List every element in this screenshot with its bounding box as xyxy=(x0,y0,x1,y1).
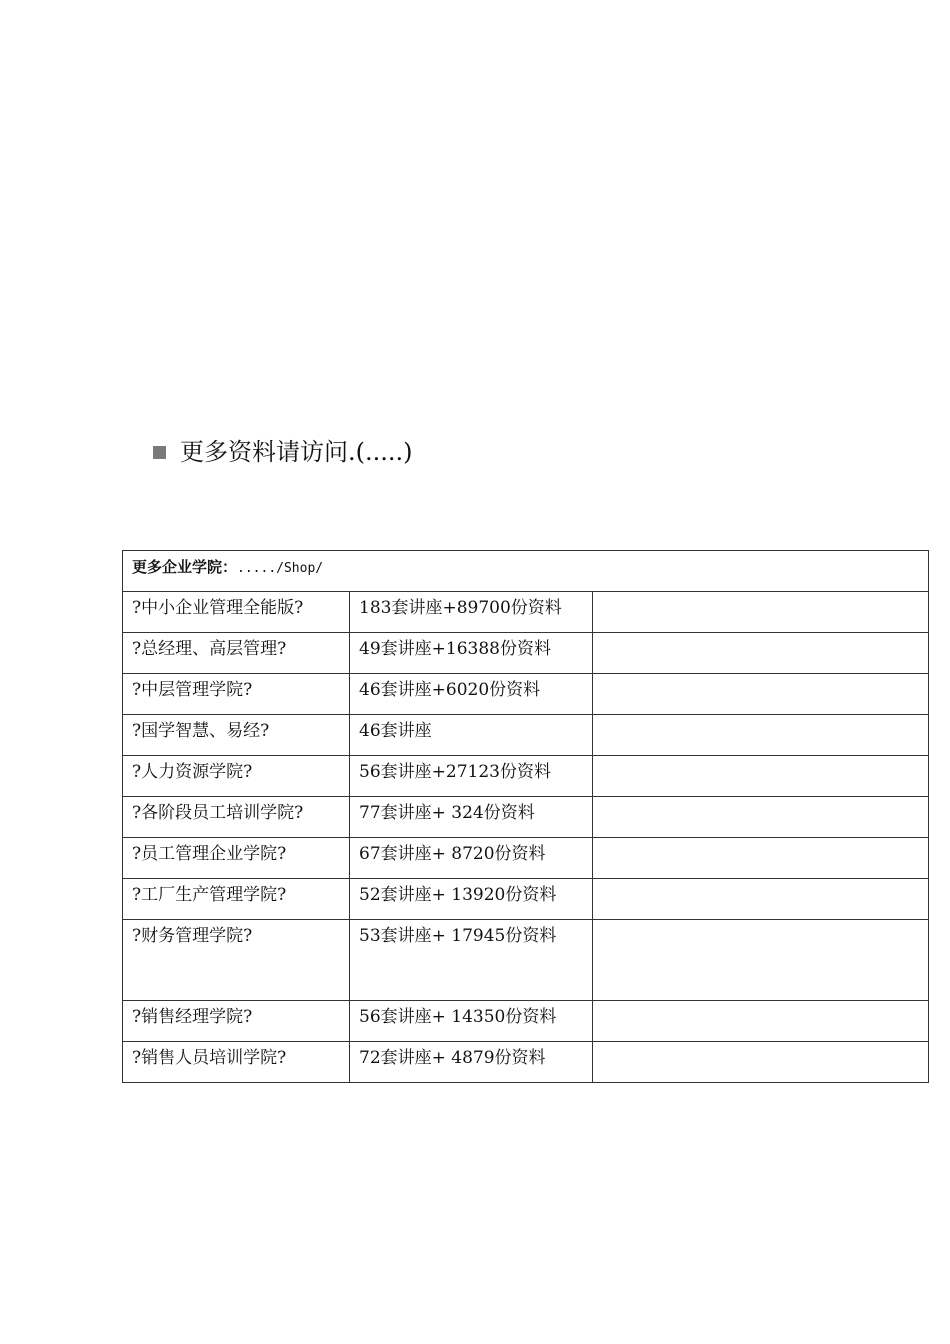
college-name-cell: ?销售人员培训学院? xyxy=(123,1042,350,1083)
table-header-row xyxy=(123,551,929,592)
college-name-cell: ?人力资源学院? xyxy=(123,756,350,797)
table-row xyxy=(123,756,929,797)
college-detail-cell: 77套讲座+ 324份资料 xyxy=(350,797,593,838)
college-detail-cell: 67套讲座+ 8720份资料 xyxy=(350,838,593,879)
college-name-cell: ?各阶段员工培训学院? xyxy=(123,797,350,838)
college-detail-cell: 72套讲座+ 4879份资料 xyxy=(350,1042,593,1083)
empty-cell xyxy=(593,674,929,715)
college-detail-cell: 46套讲座+6020份资料 xyxy=(350,674,593,715)
college-name-cell: ?销售经理学院? xyxy=(123,1001,350,1042)
table-row xyxy=(123,633,929,674)
empty-cell xyxy=(593,633,929,674)
table-row xyxy=(123,838,929,879)
college-detail-cell: 53套讲座+ 17945份资料 xyxy=(350,920,593,1001)
college-detail-cell: 49套讲座+16388份资料 xyxy=(350,633,593,674)
college-detail-cell: 183套讲座+89700份资料 xyxy=(350,592,593,633)
college-name-cell: ?总经理、高层管理? xyxy=(123,633,350,674)
more-resources-notice xyxy=(153,434,413,470)
empty-cell xyxy=(593,1042,929,1083)
empty-cell xyxy=(593,715,929,756)
college-name-cell: ?中层管理学院? xyxy=(123,674,350,715)
college-name-cell: ?中小企业管理全能版? xyxy=(123,592,350,633)
college-detail-cell: 56套讲座+27123份资料 xyxy=(350,756,593,797)
college-detail-cell: 56套讲座+ 14350份资料 xyxy=(350,1001,593,1042)
college-name-cell: ?国学智慧、易经? xyxy=(123,715,350,756)
table-row xyxy=(123,879,929,920)
table-row xyxy=(123,715,929,756)
shop-link[interactable]: ...../Shop/ xyxy=(237,561,324,576)
college-detail-cell: 52套讲座+ 13920份资料 xyxy=(350,879,593,920)
notice-text: 更多资料请访问.(.....) xyxy=(180,438,413,466)
table-row xyxy=(123,674,929,715)
college-detail-cell: 46套讲座 xyxy=(350,715,593,756)
empty-cell xyxy=(593,920,929,1001)
table-row xyxy=(123,920,929,1001)
table-header-cell xyxy=(123,551,929,592)
college-name-cell: ?工厂生产管理学院? xyxy=(123,879,350,920)
table-row xyxy=(123,592,929,633)
square-bullet-icon xyxy=(153,446,166,459)
empty-cell xyxy=(593,1001,929,1042)
table-row xyxy=(123,797,929,838)
empty-cell xyxy=(593,592,929,633)
empty-cell xyxy=(593,797,929,838)
enterprise-college-table xyxy=(122,550,929,1083)
table-row xyxy=(123,1042,929,1083)
empty-cell xyxy=(593,838,929,879)
empty-cell xyxy=(593,879,929,920)
empty-cell xyxy=(593,756,929,797)
college-name-cell: ?财务管理学院? xyxy=(123,920,350,1001)
college-name-cell: ?员工管理企业学院? xyxy=(123,838,350,879)
header-label: 更多企业学院： xyxy=(132,558,238,576)
table-row xyxy=(123,1001,929,1042)
